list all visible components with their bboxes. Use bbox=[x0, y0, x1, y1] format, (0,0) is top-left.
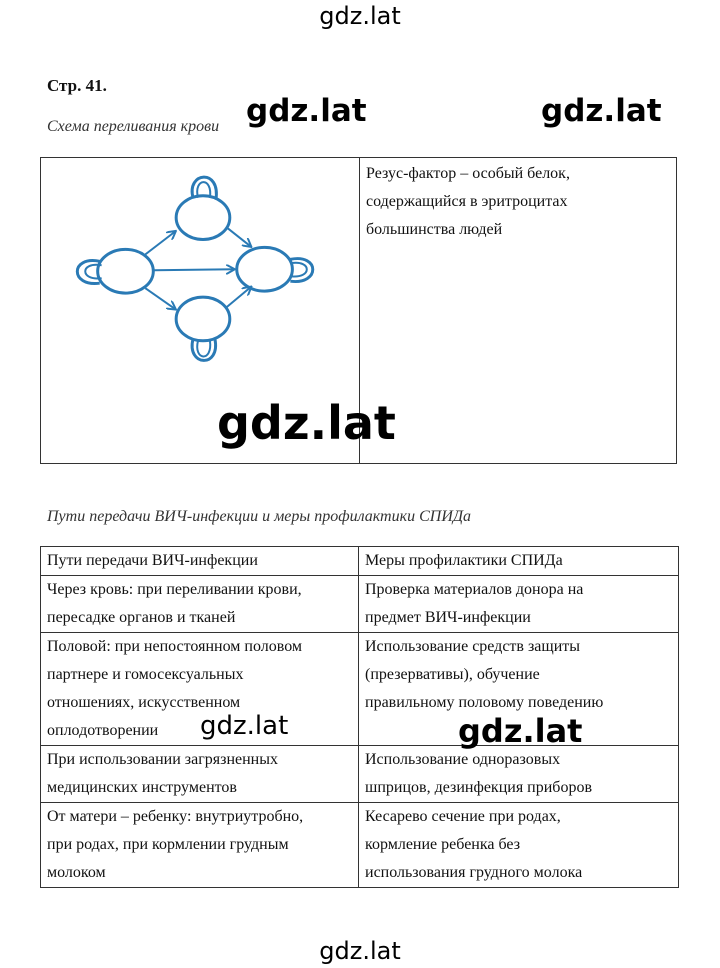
arrow-bottom-right bbox=[227, 287, 251, 307]
header-prevention: Меры профилактики СПИДа bbox=[359, 547, 679, 576]
table-row bbox=[41, 803, 679, 888]
watermark-small-bold: gdz.lat bbox=[458, 712, 583, 750]
arrow-top-right bbox=[227, 228, 251, 247]
group-node-top bbox=[176, 196, 230, 240]
rhesus-line: содержащийся в эритроцитах bbox=[366, 193, 568, 210]
table-row bbox=[41, 633, 679, 746]
page-title: Стр. 41. bbox=[47, 76, 107, 95]
table-row bbox=[41, 576, 679, 633]
watermark-bold: gdz.lat bbox=[246, 93, 367, 129]
hiv-table bbox=[40, 546, 679, 888]
arrow-left-right bbox=[154, 269, 233, 270]
rhesus-line: большинства людей bbox=[366, 221, 503, 238]
watermark-top: gdz.lat bbox=[319, 2, 401, 30]
watermark-small: gdz.lat bbox=[200, 711, 289, 741]
loop-bottom-inner bbox=[197, 341, 210, 357]
prevention-cell: Использование средств защиты (презервативы), обучение правильному половому поведению bbox=[359, 633, 679, 746]
prevention-cell: Проверка материалов донора на предмет ВИЧ-инфекции bbox=[359, 576, 679, 633]
transmission-cell: От матери – ребенку: внутриутробно, при родах, при кормлении грудным молоком bbox=[41, 803, 359, 888]
watermark-bold: gdz.lat bbox=[541, 93, 662, 129]
transmission-cell: При использовании загрязненных медицинских инструментов bbox=[41, 746, 359, 803]
transmission-cell: Половой: при непостоянном половом партнере и гомосексуальных отношениях, искусственном оплодотворении bbox=[41, 633, 359, 746]
table-header-row bbox=[41, 547, 679, 576]
hiv-caption: Пути передачи ВИЧ-инфекции и меры профилактики СПИДа bbox=[47, 508, 472, 525]
header-transmission: Пути передачи ВИЧ-инфекции bbox=[41, 547, 359, 576]
group-node-bottom bbox=[176, 297, 230, 341]
watermark-large: gdz.lat bbox=[217, 396, 396, 450]
group-node-left bbox=[98, 249, 154, 293]
arrow-left-top bbox=[145, 232, 175, 255]
table-row bbox=[41, 746, 679, 803]
rhesus-definition bbox=[366, 160, 666, 244]
group-node-right bbox=[237, 247, 293, 291]
watermark-bottom: gdz.lat bbox=[319, 937, 401, 965]
prevention-cell: Использование одноразовых шприцов, дезинфекция приборов bbox=[359, 746, 679, 803]
prevention-cell: Кесарево сечение при родах, кормление ребенка без использования грудного молока bbox=[359, 803, 679, 888]
transmission-cell: Через кровь: при переливании крови, пересадке органов и тканей bbox=[41, 576, 359, 633]
arrow-left-bottom bbox=[145, 288, 175, 309]
rhesus-line: Резус-фактор – особый белок, bbox=[366, 165, 570, 182]
blood-transfusion-caption: Схема переливания крови bbox=[47, 118, 220, 135]
